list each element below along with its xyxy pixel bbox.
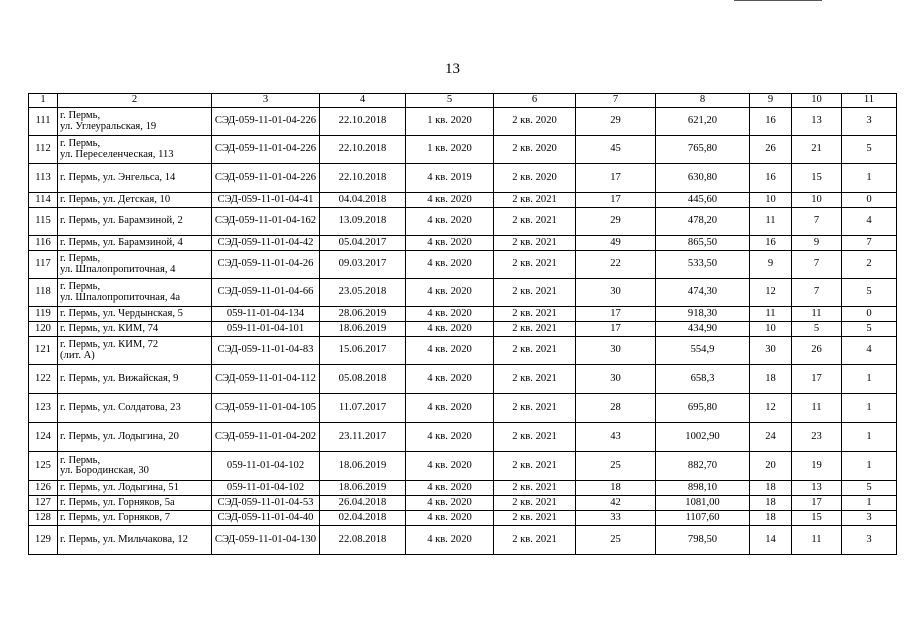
value-cell: 10 xyxy=(750,322,792,337)
period-start-cell: 4 кв. 2020 xyxy=(406,452,494,481)
document-date-cell: 22.08.2018 xyxy=(320,526,406,555)
value-cell: 11 xyxy=(792,307,842,322)
value-cell: 18 xyxy=(576,481,656,496)
value-cell: 3 xyxy=(842,108,897,136)
row-number-cell: 128 xyxy=(29,511,58,526)
value-cell: 16 xyxy=(750,236,792,251)
value-cell: 33 xyxy=(576,511,656,526)
value-cell: 1 xyxy=(842,164,897,193)
period-start-cell: 4 кв. 2020 xyxy=(406,251,494,279)
value-cell: 1 xyxy=(842,496,897,511)
document-date-cell: 05.08.2018 xyxy=(320,365,406,394)
column-header: 2 xyxy=(58,94,212,108)
document-date-cell: 22.10.2018 xyxy=(320,164,406,193)
area-cell: 798,50 xyxy=(656,526,750,555)
period-end-cell: 2 кв. 2021 xyxy=(494,193,576,208)
table-row xyxy=(29,394,897,423)
table-row xyxy=(29,496,897,511)
value-cell: 2 xyxy=(842,251,897,279)
document-date-cell: 18.06.2019 xyxy=(320,322,406,337)
period-end-cell: 2 кв. 2021 xyxy=(494,365,576,394)
document-number-cell: СЭД-059-11-01-04-162 xyxy=(212,208,320,236)
address-cell: г. Пермь, ул. Энгельса, 14 xyxy=(58,164,212,193)
table-row xyxy=(29,164,897,193)
value-cell: 30 xyxy=(750,337,792,365)
table-row xyxy=(29,251,897,279)
table-row xyxy=(29,526,897,555)
value-cell: 24 xyxy=(750,423,792,452)
row-number-cell: 117 xyxy=(29,251,58,279)
table-row xyxy=(29,452,897,481)
document-date-cell: 05.04.2017 xyxy=(320,236,406,251)
table-row xyxy=(29,365,897,394)
value-cell: 25 xyxy=(576,452,656,481)
period-end-cell: 2 кв. 2020 xyxy=(494,108,576,136)
address-cell: г. Пермь, ул. Солдатова, 23 xyxy=(58,394,212,423)
document-number-cell: СЭД-059-11-01-04-26 xyxy=(212,251,320,279)
column-header: 7 xyxy=(576,94,656,108)
value-cell: 7 xyxy=(842,236,897,251)
document-date-cell: 28.06.2019 xyxy=(320,307,406,322)
document-date-cell: 18.06.2019 xyxy=(320,481,406,496)
value-cell: 30 xyxy=(576,337,656,365)
document-date-cell: 15.06.2017 xyxy=(320,337,406,365)
value-cell: 17 xyxy=(792,365,842,394)
value-cell: 0 xyxy=(842,307,897,322)
period-end-cell: 2 кв. 2021 xyxy=(494,307,576,322)
period-start-cell: 4 кв. 2020 xyxy=(406,481,494,496)
value-cell: 5 xyxy=(842,279,897,307)
table-row xyxy=(29,208,897,236)
document-number-cell: СЭД-059-11-01-04-53 xyxy=(212,496,320,511)
address-cell: г. Пермь, ул. Горняков, 5а xyxy=(58,496,212,511)
column-header: 1 xyxy=(29,94,58,108)
column-header: 4 xyxy=(320,94,406,108)
table-row xyxy=(29,423,897,452)
document-date-cell: 11.07.2017 xyxy=(320,394,406,423)
value-cell: 18 xyxy=(750,511,792,526)
period-start-cell: 4 кв. 2020 xyxy=(406,496,494,511)
value-cell: 42 xyxy=(576,496,656,511)
document-number-cell: СЭД-059-11-01-04-83 xyxy=(212,337,320,365)
table-row xyxy=(29,481,897,496)
area-cell: 1081,00 xyxy=(656,496,750,511)
period-start-cell: 1 кв. 2020 xyxy=(406,136,494,164)
area-cell: 865,50 xyxy=(656,236,750,251)
value-cell: 11 xyxy=(792,394,842,423)
period-start-cell: 4 кв. 2020 xyxy=(406,307,494,322)
area-cell: 445,60 xyxy=(656,193,750,208)
period-end-cell: 2 кв. 2021 xyxy=(494,251,576,279)
value-cell: 14 xyxy=(750,526,792,555)
document-number-cell: СЭД-059-11-01-04-202 xyxy=(212,423,320,452)
row-number-cell: 116 xyxy=(29,236,58,251)
period-end-cell: 2 кв. 2021 xyxy=(494,279,576,307)
area-cell: 478,20 xyxy=(656,208,750,236)
document-number-cell: СЭД-059-11-01-04-66 xyxy=(212,279,320,307)
period-end-cell: 2 кв. 2021 xyxy=(494,526,576,555)
value-cell: 22 xyxy=(576,251,656,279)
area-cell: 434,90 xyxy=(656,322,750,337)
area-cell: 918,30 xyxy=(656,307,750,322)
value-cell: 26 xyxy=(792,337,842,365)
value-cell: 17 xyxy=(576,193,656,208)
table-row xyxy=(29,193,897,208)
address-cell: г. Пермь, ул. Переселенческая, 113 xyxy=(58,136,212,164)
address-cell: г. Пермь, ул. Вижайская, 9 xyxy=(58,365,212,394)
value-cell: 5 xyxy=(792,322,842,337)
document-date-cell: 18.06.2019 xyxy=(320,452,406,481)
row-number-cell: 127 xyxy=(29,496,58,511)
value-cell: 49 xyxy=(576,236,656,251)
period-start-cell: 4 кв. 2020 xyxy=(406,365,494,394)
period-start-cell: 4 кв. 2020 xyxy=(406,526,494,555)
document-number-cell: 059-11-01-04-102 xyxy=(212,481,320,496)
value-cell: 12 xyxy=(750,394,792,423)
period-start-cell: 4 кв. 2020 xyxy=(406,279,494,307)
period-end-cell: 2 кв. 2021 xyxy=(494,423,576,452)
area-cell: 474,30 xyxy=(656,279,750,307)
document-date-cell: 26.04.2018 xyxy=(320,496,406,511)
value-cell: 13 xyxy=(792,481,842,496)
address-cell: г. Пермь, ул. Чердынская, 5 xyxy=(58,307,212,322)
value-cell: 20 xyxy=(750,452,792,481)
period-end-cell: 2 кв. 2021 xyxy=(494,236,576,251)
value-cell: 4 xyxy=(842,337,897,365)
area-cell: 765,80 xyxy=(656,136,750,164)
value-cell: 15 xyxy=(792,164,842,193)
period-end-cell: 2 кв. 2020 xyxy=(494,136,576,164)
document-date-cell: 09.03.2017 xyxy=(320,251,406,279)
column-header: 10 xyxy=(792,94,842,108)
value-cell: 1 xyxy=(842,365,897,394)
row-number-cell: 129 xyxy=(29,526,58,555)
period-start-cell: 4 кв. 2020 xyxy=(406,337,494,365)
period-start-cell: 1 кв. 2020 xyxy=(406,108,494,136)
document-date-cell: 04.04.2018 xyxy=(320,193,406,208)
table-body xyxy=(29,108,897,555)
address-cell: г. Пермь, ул. КИМ, 72 (лит. А) xyxy=(58,337,212,365)
row-number-cell: 111 xyxy=(29,108,58,136)
value-cell: 11 xyxy=(750,208,792,236)
period-start-cell: 4 кв. 2020 xyxy=(406,423,494,452)
value-cell: 12 xyxy=(750,279,792,307)
value-cell: 5 xyxy=(842,481,897,496)
value-cell: 11 xyxy=(750,307,792,322)
address-cell: г. Пермь, ул. Бородинская, 30 xyxy=(58,452,212,481)
value-cell: 3 xyxy=(842,511,897,526)
period-end-cell: 2 кв. 2021 xyxy=(494,452,576,481)
value-cell: 9 xyxy=(792,236,842,251)
value-cell: 18 xyxy=(750,481,792,496)
value-cell: 0 xyxy=(842,193,897,208)
table-row xyxy=(29,511,897,526)
address-cell: г. Пермь, ул. Углеуральская, 19 xyxy=(58,108,212,136)
value-cell: 21 xyxy=(792,136,842,164)
value-cell: 17 xyxy=(576,164,656,193)
period-end-cell: 2 кв. 2021 xyxy=(494,394,576,423)
address-cell: г. Пермь, ул. Горняков, 7 xyxy=(58,511,212,526)
area-cell: 630,80 xyxy=(656,164,750,193)
period-end-cell: 2 кв. 2021 xyxy=(494,208,576,236)
document-number-cell: СЭД-059-11-01-04-42 xyxy=(212,236,320,251)
area-cell: 1002,90 xyxy=(656,423,750,452)
value-cell: 5 xyxy=(842,322,897,337)
value-cell: 26 xyxy=(750,136,792,164)
value-cell: 4 xyxy=(842,208,897,236)
period-end-cell: 2 кв. 2020 xyxy=(494,164,576,193)
area-cell: 1107,60 xyxy=(656,511,750,526)
row-number-cell: 122 xyxy=(29,365,58,394)
document-number-cell: 059-11-01-04-101 xyxy=(212,322,320,337)
period-start-cell: 4 кв. 2020 xyxy=(406,394,494,423)
value-cell: 1 xyxy=(842,452,897,481)
column-header: 9 xyxy=(750,94,792,108)
row-number-cell: 126 xyxy=(29,481,58,496)
address-cell: г. Пермь, ул. Детская, 10 xyxy=(58,193,212,208)
row-number-cell: 118 xyxy=(29,279,58,307)
document-date-cell: 13.09.2018 xyxy=(320,208,406,236)
value-cell: 15 xyxy=(792,511,842,526)
value-cell: 5 xyxy=(842,136,897,164)
address-cell: г. Пермь, ул. Барамзиной, 4 xyxy=(58,236,212,251)
period-start-cell: 4 кв. 2020 xyxy=(406,236,494,251)
document-date-cell: 22.10.2018 xyxy=(320,136,406,164)
address-cell: г. Пермь, ул. Шпалопропиточная, 4 xyxy=(58,251,212,279)
value-cell: 1 xyxy=(842,423,897,452)
table-row xyxy=(29,279,897,307)
area-cell: 554,9 xyxy=(656,337,750,365)
row-number-cell: 114 xyxy=(29,193,58,208)
value-cell: 7 xyxy=(792,208,842,236)
value-cell: 28 xyxy=(576,394,656,423)
document-number-cell: СЭД-059-11-01-04-41 xyxy=(212,193,320,208)
area-cell: 621,20 xyxy=(656,108,750,136)
period-end-cell: 2 кв. 2021 xyxy=(494,481,576,496)
value-cell: 30 xyxy=(576,279,656,307)
row-number-cell: 113 xyxy=(29,164,58,193)
value-cell: 17 xyxy=(576,307,656,322)
value-cell: 10 xyxy=(750,193,792,208)
value-cell: 1 xyxy=(842,394,897,423)
address-cell: г. Пермь, ул. Мильчакова, 12 xyxy=(58,526,212,555)
table-row xyxy=(29,136,897,164)
document-date-cell: 23.11.2017 xyxy=(320,423,406,452)
area-cell: 695,80 xyxy=(656,394,750,423)
area-cell: 882,70 xyxy=(656,452,750,481)
address-cell: г. Пермь, ул. Лодыгина, 51 xyxy=(58,481,212,496)
document-number-cell: 059-11-01-04-102 xyxy=(212,452,320,481)
document-number-cell: СЭД-059-11-01-04-226 xyxy=(212,108,320,136)
period-end-cell: 2 кв. 2021 xyxy=(494,322,576,337)
address-cell: г. Пермь, ул. КИМ, 74 xyxy=(58,322,212,337)
row-number-cell: 119 xyxy=(29,307,58,322)
area-cell: 898,10 xyxy=(656,481,750,496)
document-number-cell: СЭД-059-11-01-04-226 xyxy=(212,164,320,193)
row-number-cell: 124 xyxy=(29,423,58,452)
period-start-cell: 4 кв. 2019 xyxy=(406,164,494,193)
document-number-cell: СЭД-059-11-01-04-105 xyxy=(212,394,320,423)
row-number-cell: 115 xyxy=(29,208,58,236)
top-rule xyxy=(734,0,822,1)
value-cell: 7 xyxy=(792,251,842,279)
value-cell: 13 xyxy=(792,108,842,136)
column-header: 6 xyxy=(494,94,576,108)
value-cell: 29 xyxy=(576,108,656,136)
period-end-cell: 2 кв. 2021 xyxy=(494,511,576,526)
row-number-cell: 112 xyxy=(29,136,58,164)
period-end-cell: 2 кв. 2021 xyxy=(494,496,576,511)
value-cell: 16 xyxy=(750,108,792,136)
area-cell: 533,50 xyxy=(656,251,750,279)
column-header: 5 xyxy=(406,94,494,108)
document-number-cell: СЭД-059-11-01-04-112 xyxy=(212,365,320,394)
value-cell: 18 xyxy=(750,365,792,394)
value-cell: 30 xyxy=(576,365,656,394)
page-number: 13 xyxy=(445,61,460,77)
table-row xyxy=(29,337,897,365)
value-cell: 11 xyxy=(792,526,842,555)
period-start-cell: 4 кв. 2020 xyxy=(406,193,494,208)
column-header: 11 xyxy=(842,94,897,108)
value-cell: 25 xyxy=(576,526,656,555)
table-row xyxy=(29,307,897,322)
document-date-cell: 02.04.2018 xyxy=(320,511,406,526)
row-number-cell: 125 xyxy=(29,452,58,481)
value-cell: 3 xyxy=(842,526,897,555)
value-cell: 10 xyxy=(792,193,842,208)
value-cell: 18 xyxy=(750,496,792,511)
value-cell: 45 xyxy=(576,136,656,164)
value-cell: 43 xyxy=(576,423,656,452)
table-row xyxy=(29,108,897,136)
value-cell: 9 xyxy=(750,251,792,279)
period-end-cell: 2 кв. 2021 xyxy=(494,337,576,365)
value-cell: 23 xyxy=(792,423,842,452)
value-cell: 29 xyxy=(576,208,656,236)
document-number-cell: СЭД-059-11-01-04-130 xyxy=(212,526,320,555)
period-start-cell: 4 кв. 2020 xyxy=(406,511,494,526)
value-cell: 17 xyxy=(792,496,842,511)
address-cell: г. Пермь, ул. Барамзиной, 2 xyxy=(58,208,212,236)
registry-table xyxy=(28,93,897,555)
value-cell: 16 xyxy=(750,164,792,193)
column-header: 8 xyxy=(656,94,750,108)
table-row xyxy=(29,322,897,337)
document-date-cell: 23.05.2018 xyxy=(320,279,406,307)
document-date-cell: 22.10.2018 xyxy=(320,108,406,136)
area-cell: 658,3 xyxy=(656,365,750,394)
period-start-cell: 4 кв. 2020 xyxy=(406,322,494,337)
document-number-cell: 059-11-01-04-134 xyxy=(212,307,320,322)
period-start-cell: 4 кв. 2020 xyxy=(406,208,494,236)
header-row xyxy=(29,94,897,108)
row-number-cell: 120 xyxy=(29,322,58,337)
value-cell: 7 xyxy=(792,279,842,307)
document-number-cell: СЭД-059-11-01-04-226 xyxy=(212,136,320,164)
address-cell: г. Пермь, ул. Лодыгина, 20 xyxy=(58,423,212,452)
row-number-cell: 123 xyxy=(29,394,58,423)
row-number-cell: 121 xyxy=(29,337,58,365)
address-cell: г. Пермь, ул. Шпалопропиточная, 4а xyxy=(58,279,212,307)
value-cell: 17 xyxy=(576,322,656,337)
value-cell: 19 xyxy=(792,452,842,481)
document-number-cell: СЭД-059-11-01-04-40 xyxy=(212,511,320,526)
table-row xyxy=(29,236,897,251)
column-header: 3 xyxy=(212,94,320,108)
